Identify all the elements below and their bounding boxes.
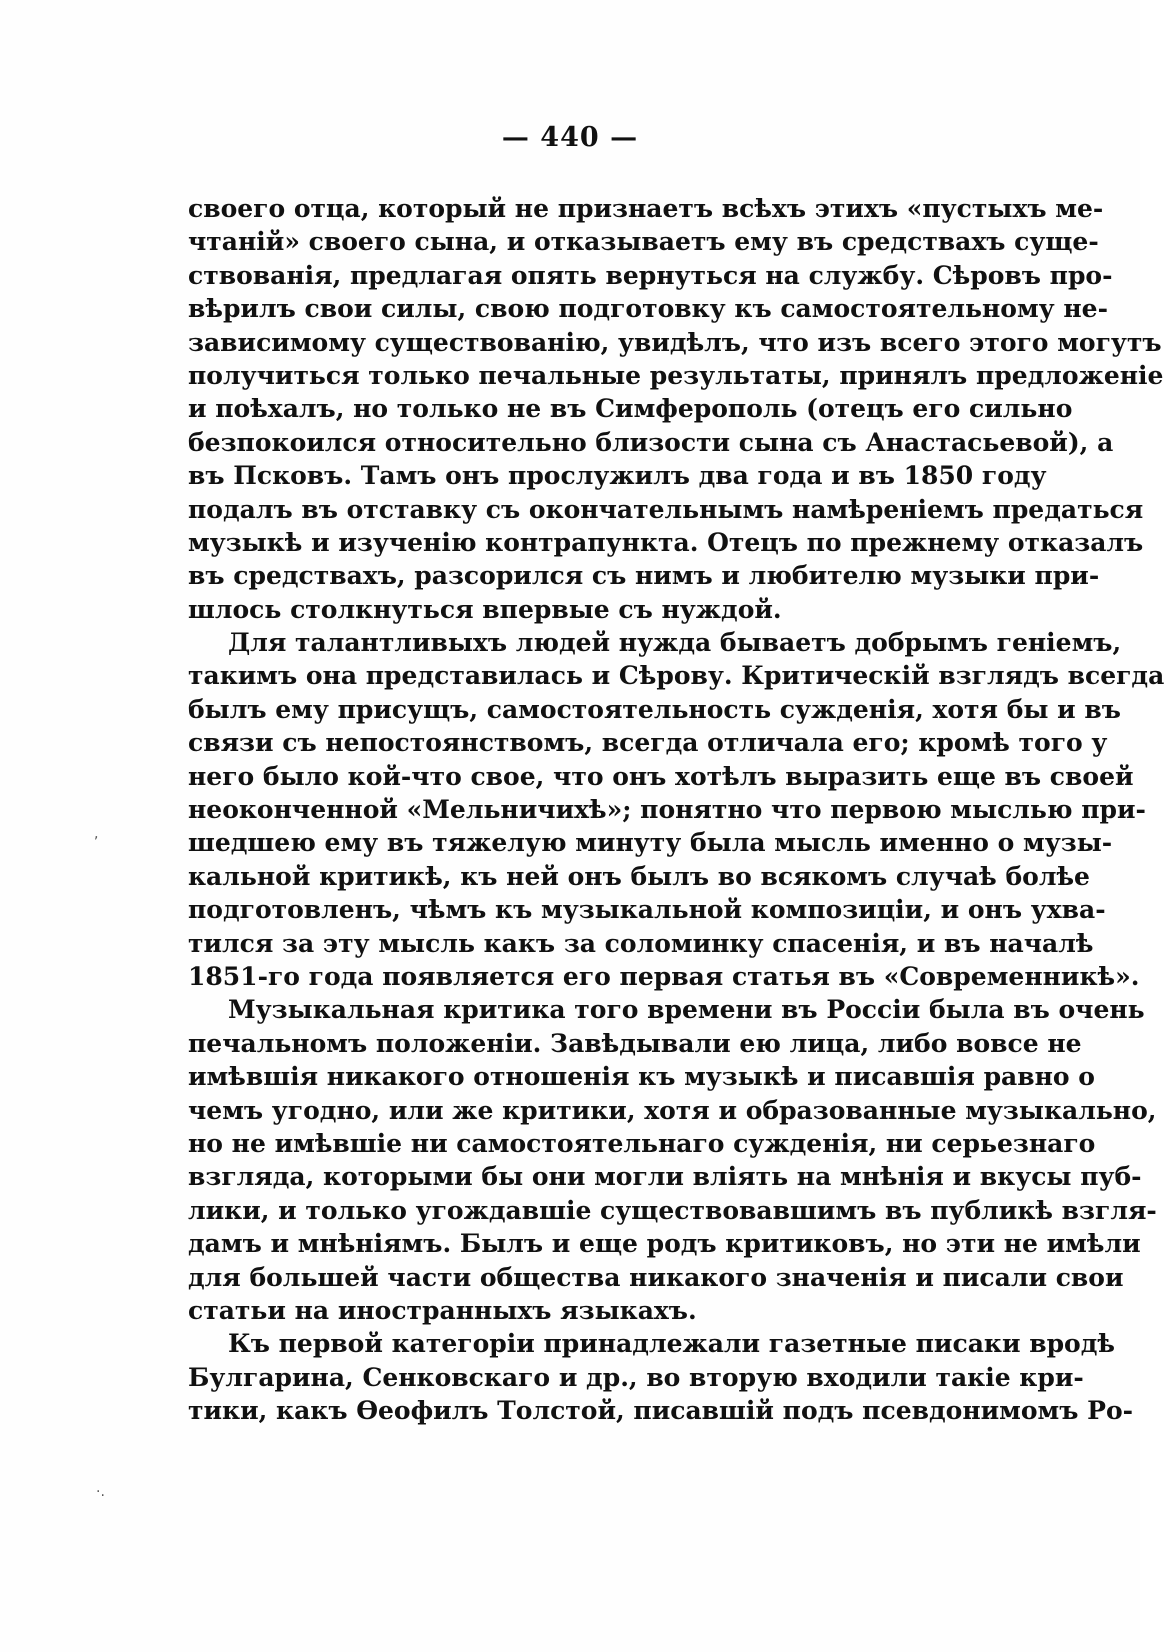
text-line: зависимому существованію, увидѣлъ, что изъ всего этого могутъ xyxy=(188,327,1162,357)
text-line: въ средствахъ, разсорился съ нимъ и любителю музыки при- xyxy=(188,561,1100,591)
paragraph-4 xyxy=(188,1327,1133,1427)
text-line: имѣвшія никакого отношенія къ музыкѣ и писавшія равно о xyxy=(188,1062,1095,1092)
text-line: вѣрилъ свои силы, свою подготовку къ самостоятельному не- xyxy=(188,294,1108,324)
text-line: дамъ и мнѣніямъ. Былъ и еще родъ критиковъ, но эти не имѣли xyxy=(188,1229,1141,1259)
text-line: статьи на иностранныхъ языкахъ. xyxy=(188,1295,697,1325)
text-line: но не имѣвшіе ни самостоятельнаго сужденія, ни серьезнаго xyxy=(188,1128,1096,1158)
text-line: подготовленъ, чѣмъ къ музыкальной композиціи, и онъ ухва- xyxy=(188,895,1106,925)
text-line: взгляда, которыми бы они могли вліять на мнѣнія и вкусы пуб- xyxy=(188,1162,1142,1192)
text-line: неоконченной «Мельничихѣ»; понятно что первою мыслью при- xyxy=(188,795,1146,825)
text-line: печальномъ положеніи. Завѣдывали ею лица, либо вовсе не xyxy=(188,1028,1082,1058)
text-line: связи съ непостоянствомъ, всегда отличала его; кромѣ того у xyxy=(188,728,1108,758)
text-line: Булгарина, Сенковскаго и др., во вторую входили такіе кри- xyxy=(188,1362,1084,1392)
page-number: — 440 — xyxy=(501,122,639,153)
text-line: 1851-го года появляется его первая статья въ «Современникѣ». xyxy=(188,961,1140,991)
text-line: кальной критикѣ, къ ней онъ былъ во всякомъ случаѣ болѣе xyxy=(188,861,1090,891)
paragraph-1 xyxy=(188,192,1164,626)
text-line: былъ ему присущъ, самостоятельность сужденія, хотя бы и въ xyxy=(188,694,1121,724)
text-line: чтаній» своего сына, и отказываетъ ему въ средствахъ суще- xyxy=(188,227,1099,257)
text-line: музыкѣ и изученію контрапункта. Отецъ по прежнему отказалъ xyxy=(188,527,1144,557)
text-line: безпокоился относительно близости сына съ Анастасьевой), а xyxy=(188,427,1114,457)
text-line: Для талантливыхъ людей нужда бываетъ добрымъ геніемъ, xyxy=(228,628,1122,658)
text-line: лики, и только угождавшіе существовавшимъ въ публикѣ взгля- xyxy=(188,1195,1157,1225)
text-line: подалъ въ отставку съ окончательнымъ намѣреніемъ предаться xyxy=(188,494,1144,524)
text-line: получиться только печальные результаты, принялъ предложеніе xyxy=(188,360,1164,390)
text-line: Музыкальная критика того времени въ Россіи была въ очень xyxy=(228,995,1145,1025)
text-line: своего отца, который не признаетъ всѣхъ этихъ «пустыхъ ме- xyxy=(188,194,1104,223)
text-line: него было кой-что свое, что онъ хотѣлъ выразить еще въ своей xyxy=(188,761,1134,791)
text-line: шлось столкнуться впервые съ нуждой. xyxy=(188,594,782,624)
scan-speck: ·. xyxy=(96,1484,105,1500)
text-line: такимъ она представилась и Сѣрову. Критическій взглядъ всегда xyxy=(188,661,1164,691)
text-line: въ Псковъ. Тамъ онъ прослужилъ два года и въ 1850 году xyxy=(188,461,1047,491)
paragraph-3 xyxy=(188,993,1157,1327)
text-line: тился за эту мысль какъ за соломинку спасенія, и въ началѣ xyxy=(188,928,1094,958)
text-line: тики, какъ Ѳеофилъ Толстой, писавшій подъ псевдонимомъ Ро- xyxy=(188,1396,1133,1426)
text-line: Къ первой категоріи принадлежали газетные писаки вродѣ xyxy=(228,1329,1115,1359)
text-line: ствованія, предлагая опять вернуться на службу. Сѣровъ про- xyxy=(188,260,1113,290)
paragraph-2 xyxy=(188,626,1164,993)
text-line: чемъ угодно, или же критики, хотя и образованные музыкально, xyxy=(188,1095,1157,1125)
scan-speck: , xyxy=(94,826,99,842)
body-text xyxy=(188,192,1164,1427)
text-line: и поѣхалъ, но только не въ Симферополь (отецъ его сильно xyxy=(188,394,1073,424)
text-line: шедшею ему въ тяжелую минуту была мысль именно о музы- xyxy=(188,828,1113,858)
text-line: для большей части общества никакого значенія и писали свои xyxy=(188,1262,1124,1292)
